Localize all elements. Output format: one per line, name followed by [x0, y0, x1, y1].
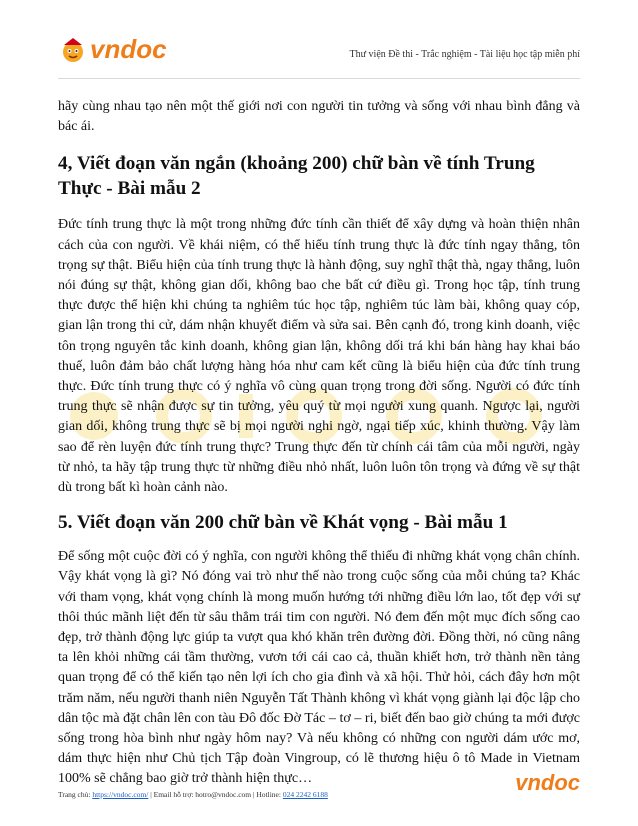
heading-section-5: 5. Viết đoạn văn 200 chữ bàn về Khát vọng - Bài mẫu 1: [58, 512, 508, 534]
footer-text: [58, 790, 328, 799]
paragraph-section-4: Đức tính trung thực là một trong những đức tính cần thiết để xây dựng và hoàn thiện nhân cách của con người. Về khái niệm, có thể hiểu tính trung thực là đức tính ngay thẳng, tôn trọng sự thật. Biểu hiện của tính trung thực là hành động, suy nghĩ thật thà, ngay thẳng, luôn nói đúng sự thật, không gian dối, không bao che bất cứ điều gì. Trong học tập, tính trung thực được thể hiện khi chúng ta nghiêm túc học tập, nghiêm túc làm bài, không quay cóp, gian lận trong thi cử, dám nhận khuyết điểm và sửa sai. Bên cạnh đó, trong kinh doanh, việc tôn trọng nguyên tắc kinh doanh, không gian lận, không dối trá khi bán hàng hay khai báo thuế, luôn đảm bảo chất lượng hàng hóa như cam kết cũng là biểu hiện của đức tính trung thực. Đức tính trung thực có ý nghĩa vô cùng quan trọng trong đời sống. Người có đức tính trung thực sẽ nhận được sự tin tưởng, yêu quý từ mọi người xung quanh. Ngược lại, người gian dối, không trung thực sẽ bị mọi người nghi ngờ, ngại tiếp xúc, khinh thường. Vậy làm sao để rèn luyện đức tính trung thực? Trung thực đến từ chính cái tâm của mỗi người, ngày từ nhỏ, ta hãy tập trung thực từ những điều nhỏ nhất, luôn luôn tôn trọng và đứng về sự thật dù trong bất kì hoàn cảnh nào.: [58, 217, 580, 496]
footer-home-label: Trang chủ:: [58, 790, 93, 799]
logo-text: vndoc: [90, 34, 167, 64]
vndoc-logo[interactable]: [58, 34, 167, 65]
mascot-icon: [58, 35, 88, 65]
page-header: [58, 34, 580, 74]
header-tagline: Thư viện Đề thi - Trắc nghiệm - Tài liệu học tập miễn phí: [349, 49, 580, 60]
footer-email-text: | Email hỗ trợ: hotro@vndoc.com | Hotline:: [148, 790, 283, 799]
page-footer: [58, 770, 580, 816]
header-divider: [58, 78, 580, 79]
intro-paragraph: hãy cùng nhau tạo nên một thế giới nơi con người tin tưởng và sống với nhau bình đẳng và bác ái.: [58, 99, 580, 135]
paragraph-section-5: Để sống một cuộc đời có ý nghĩa, con người không thể thiếu đi những khát vọng chân chính. Vậy khát vọng là gì? Nó đóng vai trò như thế nào trong cuộc sống của mỗi chúng ta? Khác với tham vọng, khát vọng chính là mong muốn hướng tới những điều lớn lao, tốt đẹp với sự thôi thúc mãnh liệt đến từ sâu thẳm trái tim con người. Nó đem đến một mục đích sống cao đẹp, trở thành động lực giúp ta vượt qua khó khăn trên đường đời. Đồng thời, nó cũng nâng ta lên khỏi những cái tầm thường, vươn tới cái cao cả, thuần khiết hơn, trở thành nền tảng quan trọng để có thể kiến tạo nên lợi ích cho gia đình và xã hội. Thử hỏi, cách đây hơn một trăm năm, nếu người thanh niên Nguyễn Tất Thành không vì khát vọng giành lại độc lập cho dân tộc mà đặt chân lên con tàu Đô đốc Đờ Tác – tơ – ri, biết đến bao giờ chúng ta mới được sống trong hòa bình như ngày hôm nay? Và nếu không có những con người dám ước mơ, dám thực hiện như Chủ tịch Tập đoàn Vingroup, có lẽ thương hiệu ô tô Made in Vietnam 100% sẽ chẳng bao giờ trở thành hiện thực…: [58, 549, 580, 787]
document-body: [58, 97, 580, 790]
heading-section-4: 4, Viết đoạn văn ngắn (khoảng 200) chữ bàn về tính Trung Thực - Bài mẫu 2: [58, 153, 535, 200]
footer-logo-text: vndoc: [515, 770, 580, 795]
footer-vndoc-logo[interactable]: [513, 770, 580, 796]
footer-home-link[interactable]: https://vndoc.com/: [92, 790, 149, 799]
footer-hotline-link[interactable]: 024 2242 6188: [282, 790, 328, 799]
